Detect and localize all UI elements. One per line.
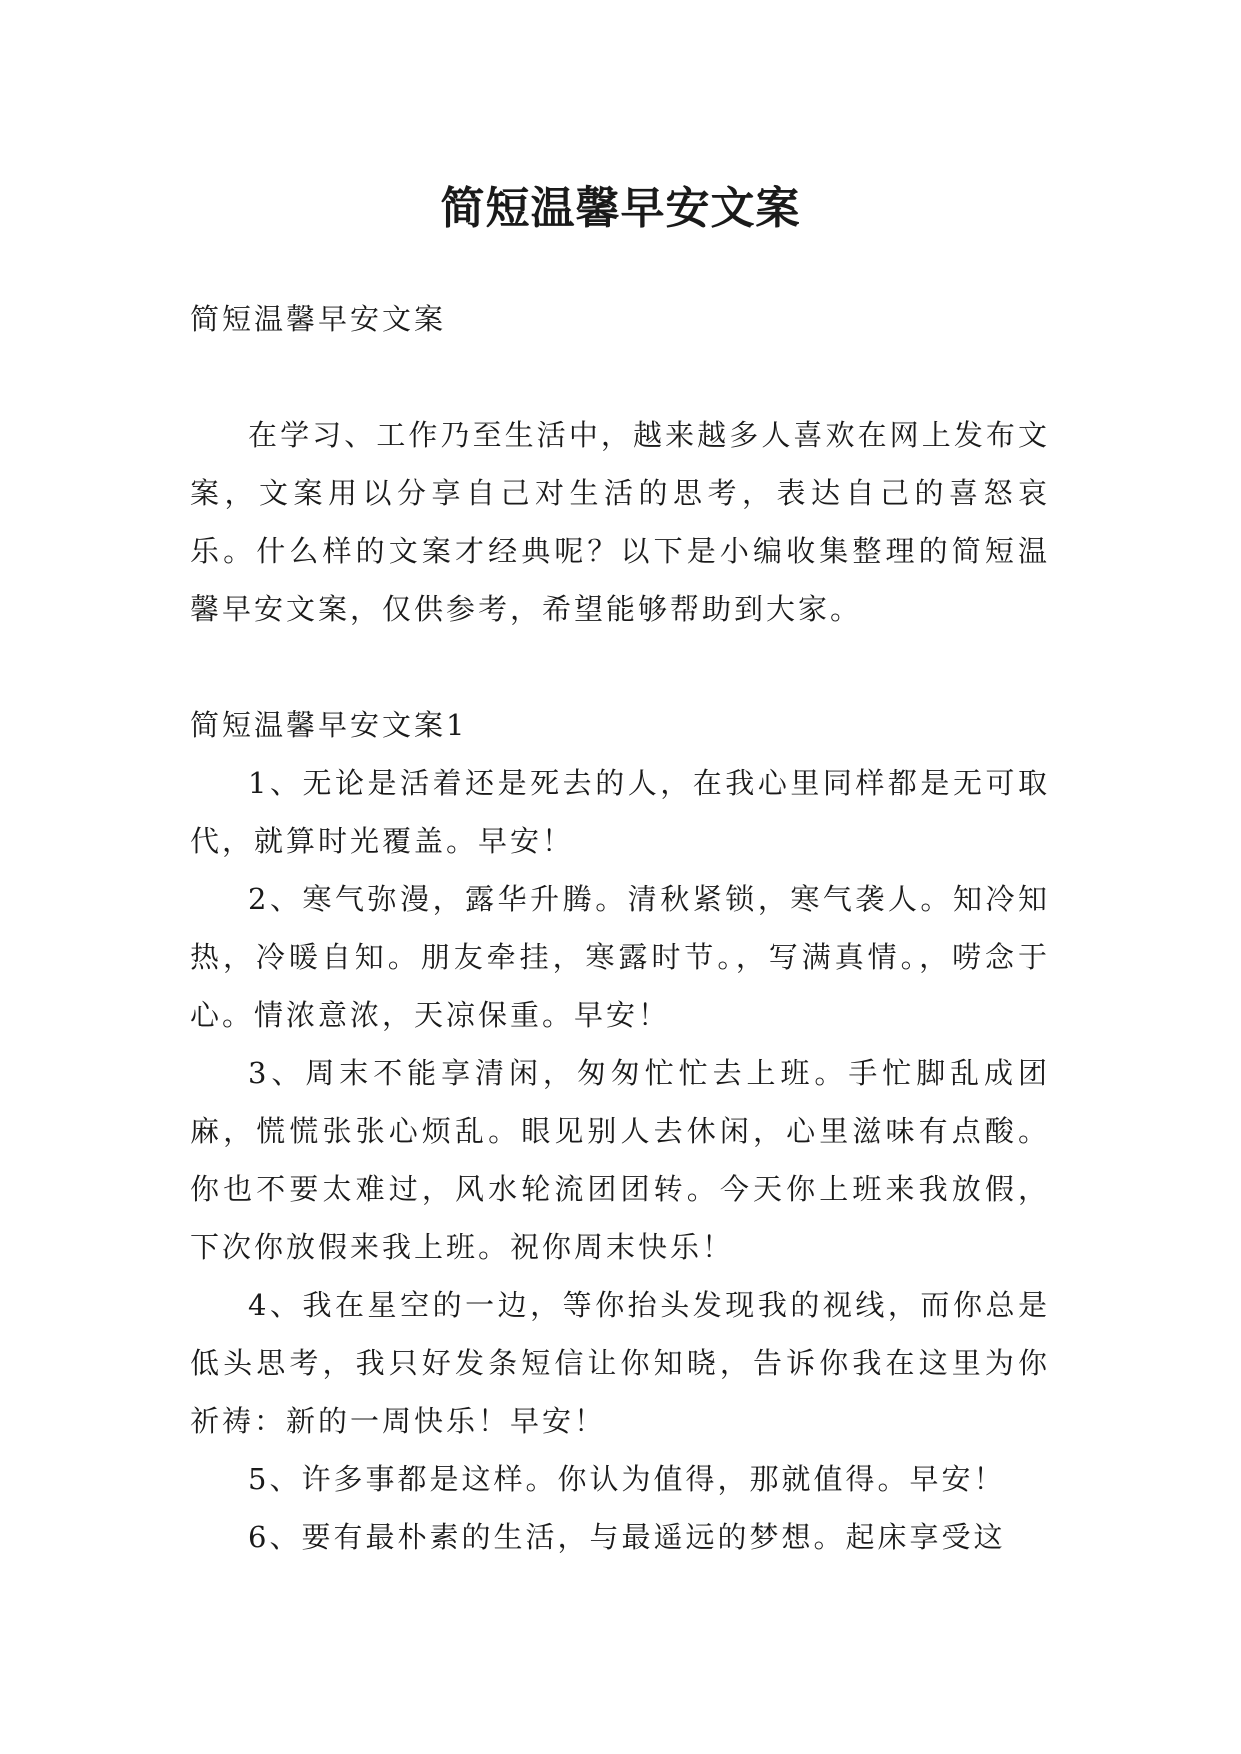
list-item: 1、无论是活着还是死去的人，在我心里同样都是无可取代，就算时光覆盖。早安！ bbox=[190, 766, 1050, 858]
list-item: 6、要有最朴素的生活，与最遥远的梦想。起床享受这 bbox=[248, 1520, 1006, 1554]
document-body bbox=[190, 290, 1050, 1566]
list-item: 4、我在星空的一边，等你抬头发现我的视线，而你总是低头思考，我只好发条短信让你知晓，告诉你我在这里为你祈祷：新的一周快乐！早安！ bbox=[190, 1288, 1050, 1438]
document-subtitle: 简短温馨早安文案 bbox=[190, 302, 447, 336]
section-heading: 简短温馨早安文案1 bbox=[190, 708, 468, 742]
intro-paragraph: 在学习、工作乃至生活中，越来越多人喜欢在网上发布文案，文案用以分享自己对生活的思考，表达自己的喜怒哀乐。什么样的文案才经典呢？以下是小编收集整理的简短温馨早安文案，仅供参考，希望能够帮助到大家。 bbox=[190, 418, 1050, 626]
list-item: 3、周末不能享清闲，匆匆忙忙去上班。手忙脚乱成团麻，慌慌张张心烦乱。眼见别人去休闲，心里滋味有点酸。你也不要太难过，风水轮流团团转。今天你上班来我放假，下次你放假来我上班。祝你周末快乐！ bbox=[190, 1056, 1050, 1264]
document-title: 简短温馨早安文案 bbox=[440, 183, 801, 235]
list-item: 2、寒气弥漫，露华升腾。清秋紧锁，寒气袭人。知冷知热，冷暖自知。朋友牵挂，寒露时节。，写满真情。，唠念于心。情浓意浓，天凉保重。早安！ bbox=[190, 882, 1050, 1032]
list-item: 5、许多事都是这样。你认为值得，那就值得。早安！ bbox=[248, 1462, 1006, 1496]
